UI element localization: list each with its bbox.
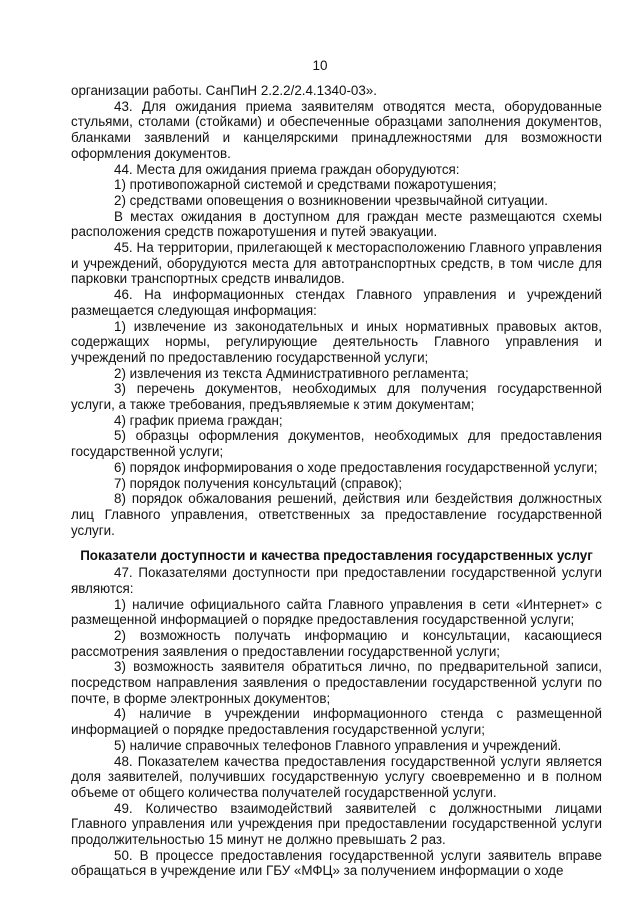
paragraph: 2) возможность получать информацию и консультации, касающиеся рассмотрения заявления о предоставлении государственной услуги; [71, 627, 602, 659]
paragraph: 5) наличие справочных телефонов Главного управления и учреждений. [114, 737, 562, 753]
paragraph: 50. В процессе предоставления государственной услуги заявитель вправе обращаться в учреждение или ГБУ «МФЦ» за получением информации о ходе [71, 847, 602, 879]
paragraph: 1) наличие официального сайта Главного управления в сети «Интернет» с размещенной информацией о порядке предоставления государственной услуги; [71, 596, 602, 628]
paragraph: 4) график приема граждан; [114, 412, 283, 428]
paragraph: 2) средствами оповещения о возникновении чрезвычайной ситуации. [114, 192, 548, 208]
paragraph: 49. Количество взаимодействий заявителей с должностными лицами Главного управления или учреждения при предоставлении государственной услуги продолжительностью 15 минут не должно превышать 2 раз. [71, 800, 602, 848]
paragraph: 1) противопожарной системой и средствами пожаротушения; [114, 177, 497, 193]
paragraph: 8) порядок обжалования решений, действия или бездействия должностных лиц Главного управления, ответственных за предоставление государственной услуги. [71, 491, 602, 538]
paragraph: 1) извлечение из законодательных и иных нормативных правовых актов, содержащих нормы, регулирующие деятельность Главного управления и учреждений по предоставлению государственной услуги; [71, 318, 602, 365]
paragraph: 7) порядок получения консультаций (справок); [114, 475, 403, 491]
paragraph: 4) наличие в учреждении информационного стенда с размещенной информацией о порядке предоставления государственной услуги; [71, 706, 602, 738]
paragraph: 43. Для ожидания приема заявителям отводятся места, оборудованные стульями, столами (стойками) и обеспеченные образцами заполнения документов, бланками заявлений и канцелярскими принадлежностями для возможности оформления документов. [71, 98, 602, 161]
paragraph: 46. На информационных стендах Главного управления и учреждений размещается следующая информация: [71, 287, 602, 318]
section-heading: Показатели доступности и качества предоставления государственных услуг [80, 548, 593, 564]
paragraph: 2) извлечения из текста Административного регламента; [114, 365, 469, 381]
page-number: 10 [312, 58, 328, 73]
paragraph: 45. На территории, прилегающей к месторасположению Главного управления и учреждений, оборудуются места для автотранспортных средств, в том числе для парковки транспортных средств инвалидов. [71, 240, 602, 287]
paragraph: 3) перечень документов, необходимых для получения государственной услуги, а также требования, предъявляемые к этим документам; [71, 381, 602, 413]
paragraph: В местах ожидания в доступном для граждан месте размещаются схемы расположения средств пожаротушения и путей эвакуации. [71, 208, 602, 240]
paragraph: организации работы. СанПиН 2.2.2/2.4.1340-03». [71, 83, 377, 98]
paragraph: 6) порядок информирования о ходе предоставления государственной услуги; [114, 459, 598, 475]
paragraph: 44. Места для ожидания приема граждан оборудуются: [114, 161, 460, 177]
paragraph: 48. Показателем качества предоставления государственной услуги является доля заявителей, получивших государственную услугу своевременно и в полном объеме от общего количества получателей государственной услуги. [71, 753, 602, 800]
paragraph: 5) образцы оформления документов, необходимых для предоставления государственной услуги; [71, 428, 602, 460]
paragraph: 3) возможность заявителя обратиться лично, по предварительной записи, посредством направления заявления о предоставлении государственной услуги по почте, в форме электронных документов; [71, 659, 602, 706]
paragraph: 47. Показателями доступности при предоставлении государственной услуги являются: [71, 565, 602, 596]
document-body [71, 83, 602, 879]
